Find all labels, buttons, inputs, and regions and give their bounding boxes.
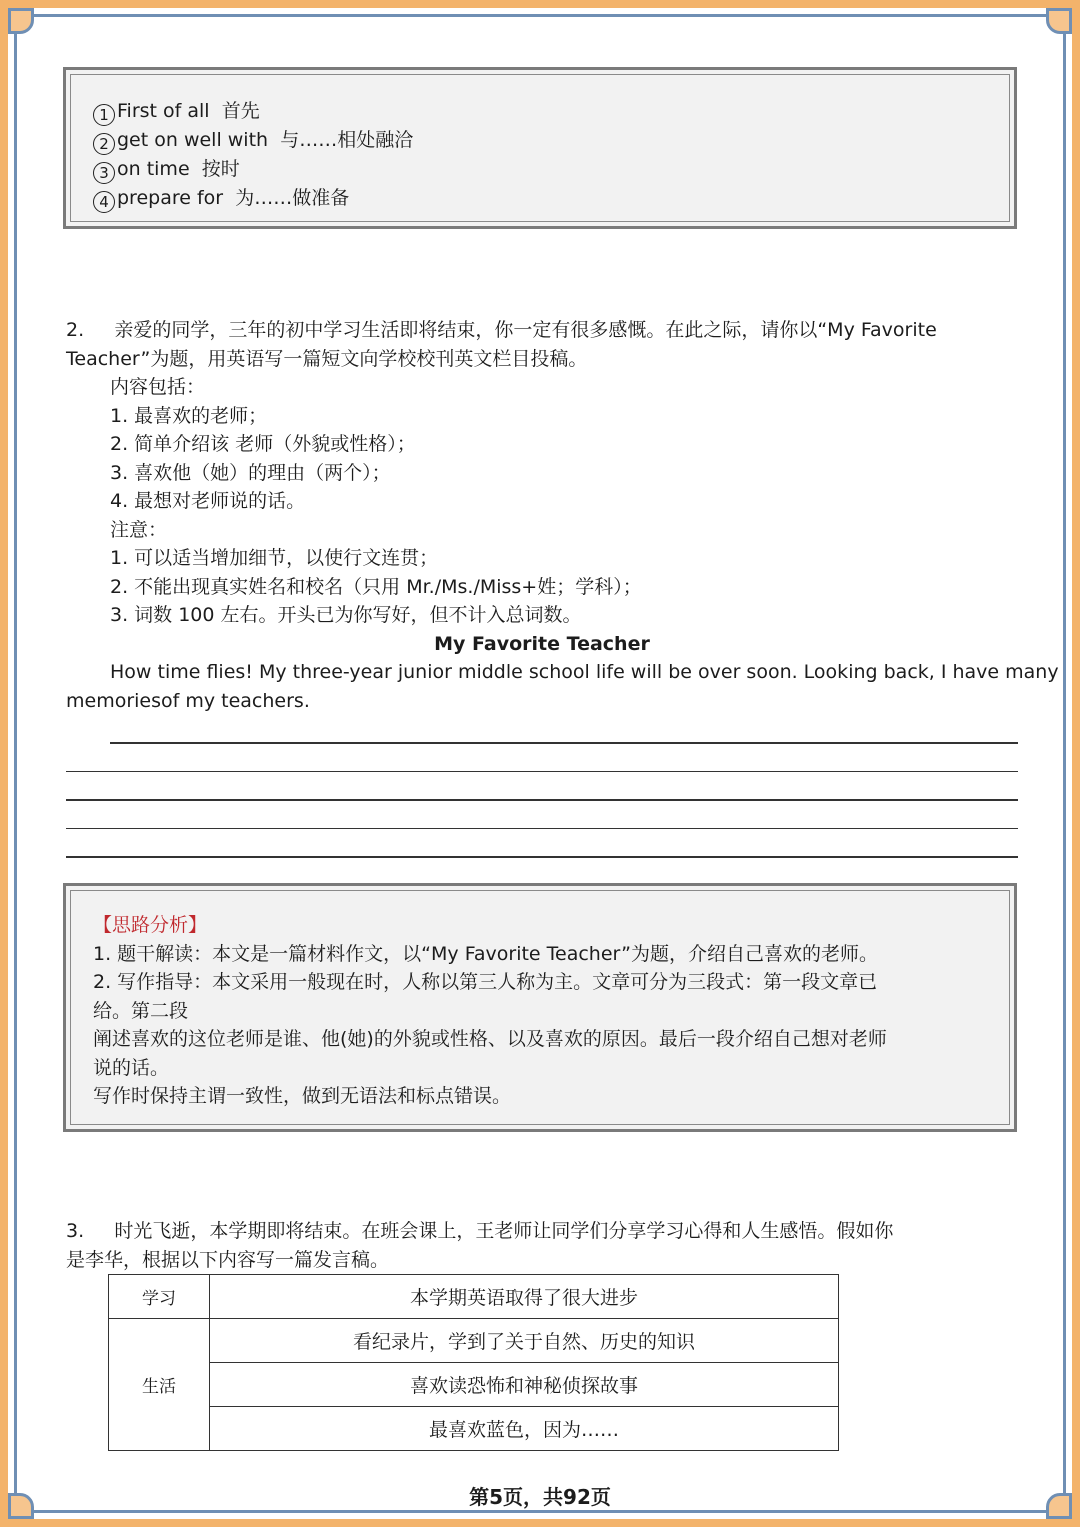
answer-line[interactable] [66,856,1018,858]
page-number: 第5页，共92页 [469,1485,611,1509]
q3-prompt-line: 3. 时光飞逝，本学期即将结束。在班会课上，王老师让同学们分享学习心得和人生感悟。假如你 [66,1220,894,1242]
corner-ornament-top-right [1046,8,1072,34]
essay-title: My Favorite Teacher [434,632,650,655]
answer-line[interactable] [110,742,1018,744]
q2-content-item: 4. 最想对老师说的话。 [110,490,306,512]
analysis-heading: 【思路分析】 [93,914,208,936]
q2-notes-heading: 注意： [110,518,168,541]
analysis-line: 阐述喜欢的这位老师是谁、他(她)的外貌或性格、以及喜欢的原因。最后一段介绍自己想对老师 [93,1028,887,1050]
table-cell: 最喜欢蓝色，因为…… [210,1407,839,1451]
q2-content-item: 1. 最喜欢的老师； [110,404,268,427]
q2-note-item: 3. 词数 100 左右。开头已为你写好，但不计入总词数。 [110,604,582,626]
phrase-chinese: 与……相处融洽 [280,129,414,151]
table-row [109,1363,839,1407]
question-3 [66,1217,1018,1274]
essay-opening-line: How time flies! My three-year junior middle school life will be over soon. Looking back, I have many [110,661,1059,683]
answer-line[interactable] [66,771,1018,773]
phrases-box [63,67,1017,229]
table-label-study: 学习 [109,1275,210,1319]
phrase-number: 4 [93,191,115,213]
analysis-line: 写作时保持主谓一致性，做到无语法和标点错误。 [93,1085,512,1107]
phrase-chinese: 按时 [201,158,240,180]
analysis-line: 给。第二段 [93,999,189,1022]
phrase-item [93,155,987,184]
corner-ornament-top-left [8,8,34,34]
table-label-life: 生活 [109,1319,210,1451]
phrase-english: get on well with [117,129,269,151]
analysis-box-inner [70,890,1010,1125]
answer-line[interactable] [66,828,1018,830]
phrase-item [93,97,987,126]
phrases-box-inner [70,74,1010,222]
q2-content-heading: 内容包括： [110,376,206,398]
q2-content-item: 2. 简单介绍该 老师（外貌或性格）； [110,433,416,455]
essay-opening-line: memoriesof my teachers. [66,689,310,712]
table-row [109,1275,839,1319]
phrase-item [93,184,987,213]
q3-prompt-line: 是李华，根据以下内容写一篇发言稿。 [66,1248,390,1271]
phrase-english: prepare for [117,187,224,209]
table-row [109,1319,839,1363]
phrase-item [93,126,987,155]
table-cell: 本学期英语取得了很大进步 [210,1275,839,1319]
analysis-line: 2. 写作指导：本文采用一般现在时，人称以第三人称为主。文章可分为三段式：第一段文章已 [93,971,878,993]
phrase-number: 1 [93,104,115,126]
q2-note-item: 2. 不能出现真实姓名和校名（只用 Mr./Ms./Miss+姓；学科）； [110,575,642,598]
table-cell: 喜欢读恐怖和神秘侦探故事 [210,1363,839,1407]
table-row [109,1407,839,1451]
phrase-english: First of all [117,100,210,122]
phrase-chinese: 首先 [221,100,260,122]
q2-note-item: 1. 可以适当增加细节，以使行文连贯； [110,547,439,569]
q2-prompt-line: 2. 亲爱的同学，三年的初中学习生活即将结束，你一定有很多感慨。在此之际，请你以“My Favorite [66,319,937,341]
analysis-line: 1. 题干解读：本文是一篇材料作文，以“My Favorite Teacher”为题，介绍自己喜欢的老师。 [93,942,878,965]
q3-content-table [108,1274,839,1451]
table-cell: 看纪录片，学到了关于自然、历史的知识 [210,1319,839,1363]
analysis-box [63,883,1017,1132]
q2-prompt-line: Teacher”为题，用英语写一篇短文向学校校刊英文栏目投稿。 [66,347,588,370]
question-2 [66,316,1059,858]
phrase-english: on time [117,158,190,180]
q2-content-item: 3. 喜欢他（她）的理由（两个）； [110,461,391,484]
phrase-chinese: 为……做准备 [235,187,350,209]
phrase-number: 3 [93,162,115,184]
answer-line[interactable] [66,799,1018,801]
phrase-number: 2 [93,133,115,155]
analysis-line: 说的话。 [93,1056,170,1079]
